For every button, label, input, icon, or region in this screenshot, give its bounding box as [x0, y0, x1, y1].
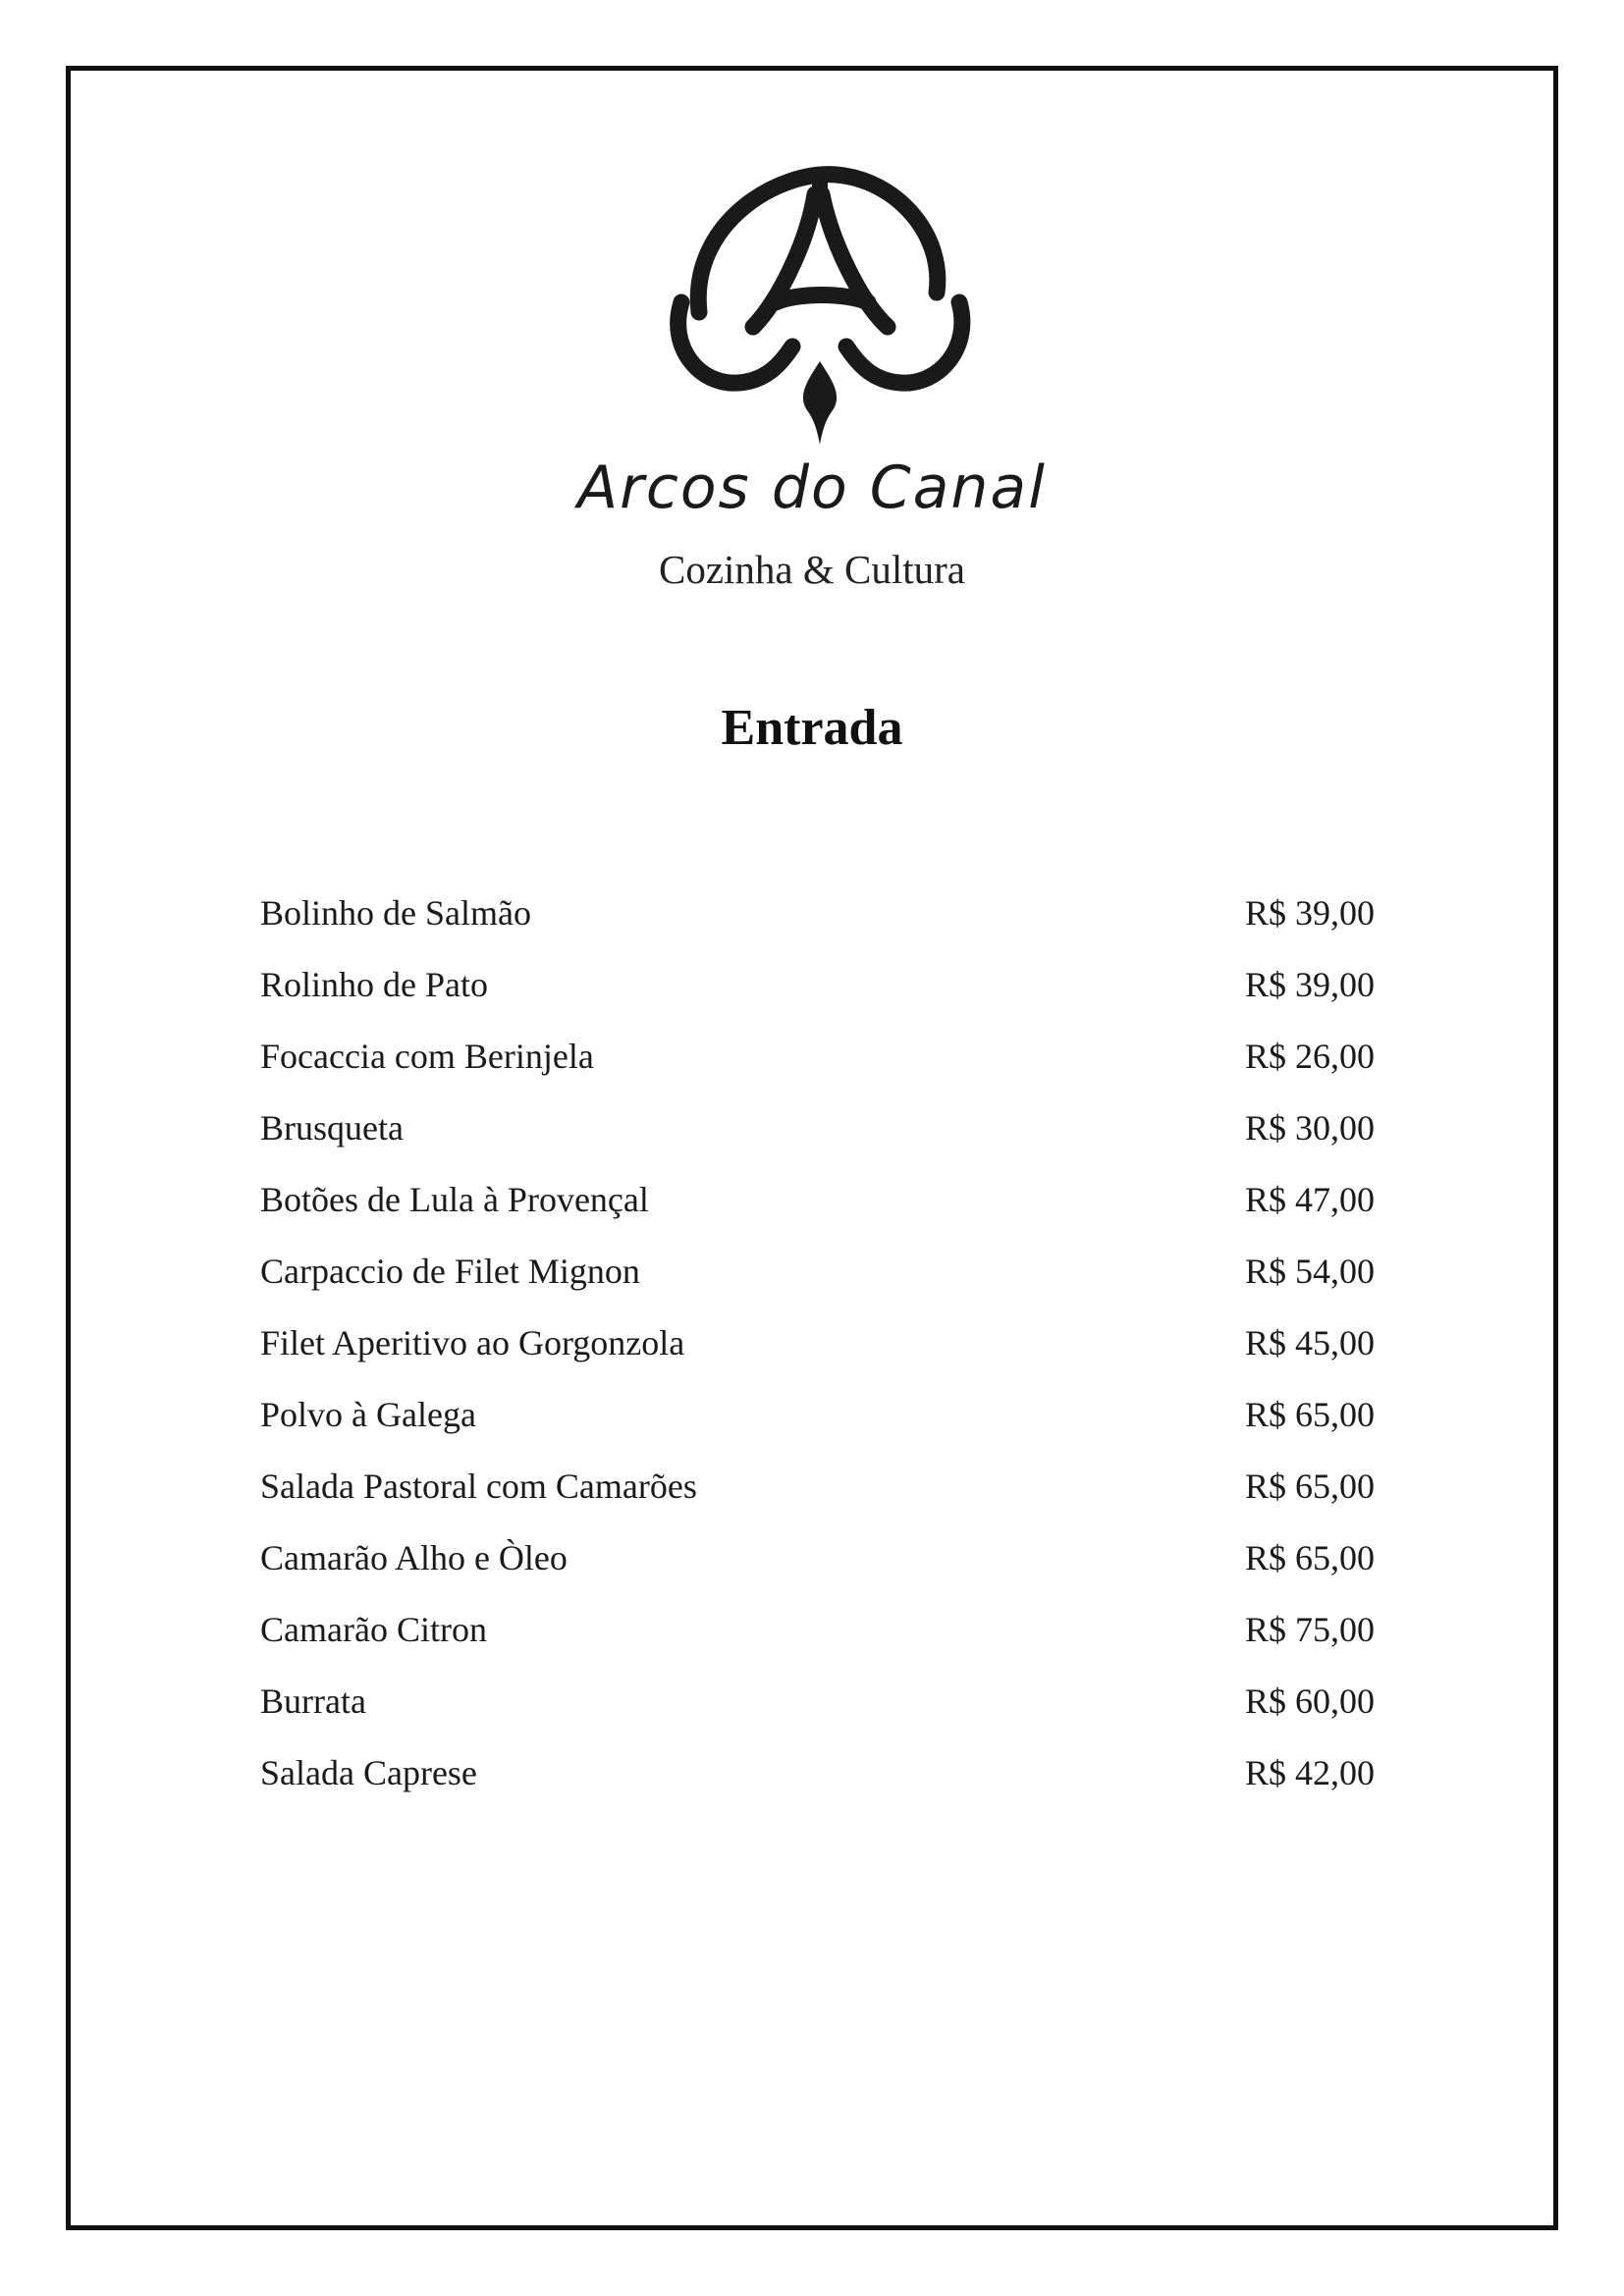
menu-item-name: Filet Aperitivo ao Gorgonzola	[260, 1322, 685, 1362]
menu-item-name: Focaccia com Berinjela	[260, 1036, 594, 1076]
menu-item	[260, 877, 1375, 948]
menu-item	[260, 1092, 1375, 1163]
menu-item-name: Brusqueta	[260, 1107, 404, 1148]
menu-item-price: R$ 26,00	[1244, 1036, 1375, 1076]
menu-item-name: Salada Caprese	[260, 1752, 477, 1792]
menu-item	[260, 1522, 1375, 1593]
menu-item	[260, 1450, 1375, 1522]
menu-item-price: R$ 54,00	[1244, 1251, 1375, 1291]
section-title: Entrada	[721, 700, 903, 756]
menu-item	[260, 1020, 1375, 1092]
menu-item	[260, 948, 1375, 1020]
menu-item	[260, 1235, 1375, 1307]
menu-item-price: R$ 65,00	[1244, 1394, 1375, 1434]
menu-item	[260, 1378, 1375, 1450]
menu-item-name: Carpaccio de Filet Mignon	[260, 1251, 640, 1291]
menu-item-name: Camarão Citron	[260, 1609, 487, 1649]
menu-item-name: Burrata	[260, 1681, 366, 1721]
menu-item-price: R$ 60,00	[1244, 1681, 1375, 1721]
menu-item-price: R$ 65,00	[1244, 1466, 1375, 1506]
menu-item-price: R$ 75,00	[1244, 1609, 1375, 1649]
menu-item-price: R$ 42,00	[1244, 1752, 1375, 1792]
menu-item	[260, 1593, 1375, 1665]
menu-list	[260, 877, 1375, 1808]
arch-monogram-icon	[660, 165, 974, 450]
menu-item-price: R$ 30,00	[1244, 1107, 1375, 1148]
menu-item	[260, 1665, 1375, 1736]
menu-item	[260, 1163, 1375, 1235]
menu-item	[260, 1307, 1375, 1378]
menu-item-name: Polvo à Galega	[260, 1394, 476, 1434]
brand-tagline: Cozinha & Cultura	[658, 547, 965, 592]
menu-item-name: Rolinho de Pato	[260, 964, 488, 1004]
menu-item-price: R$ 39,00	[1244, 892, 1375, 933]
menu-item	[260, 1736, 1375, 1808]
menu-item-price: R$ 39,00	[1244, 964, 1375, 1004]
menu-item-name: Camarão Alho e Òleo	[260, 1537, 568, 1577]
menu-item-price: R$ 65,00	[1244, 1537, 1375, 1577]
menu-item-name: Salada Pastoral com Camarões	[260, 1466, 697, 1506]
menu-item-price: R$ 47,00	[1244, 1179, 1375, 1219]
menu-item-price: R$ 45,00	[1244, 1322, 1375, 1362]
menu-item-name: Bolinho de Salmão	[260, 892, 531, 933]
menu-item-name: Botões de Lula à Provençal	[260, 1179, 649, 1219]
brand-name: Arcos do Canal	[577, 454, 1047, 522]
